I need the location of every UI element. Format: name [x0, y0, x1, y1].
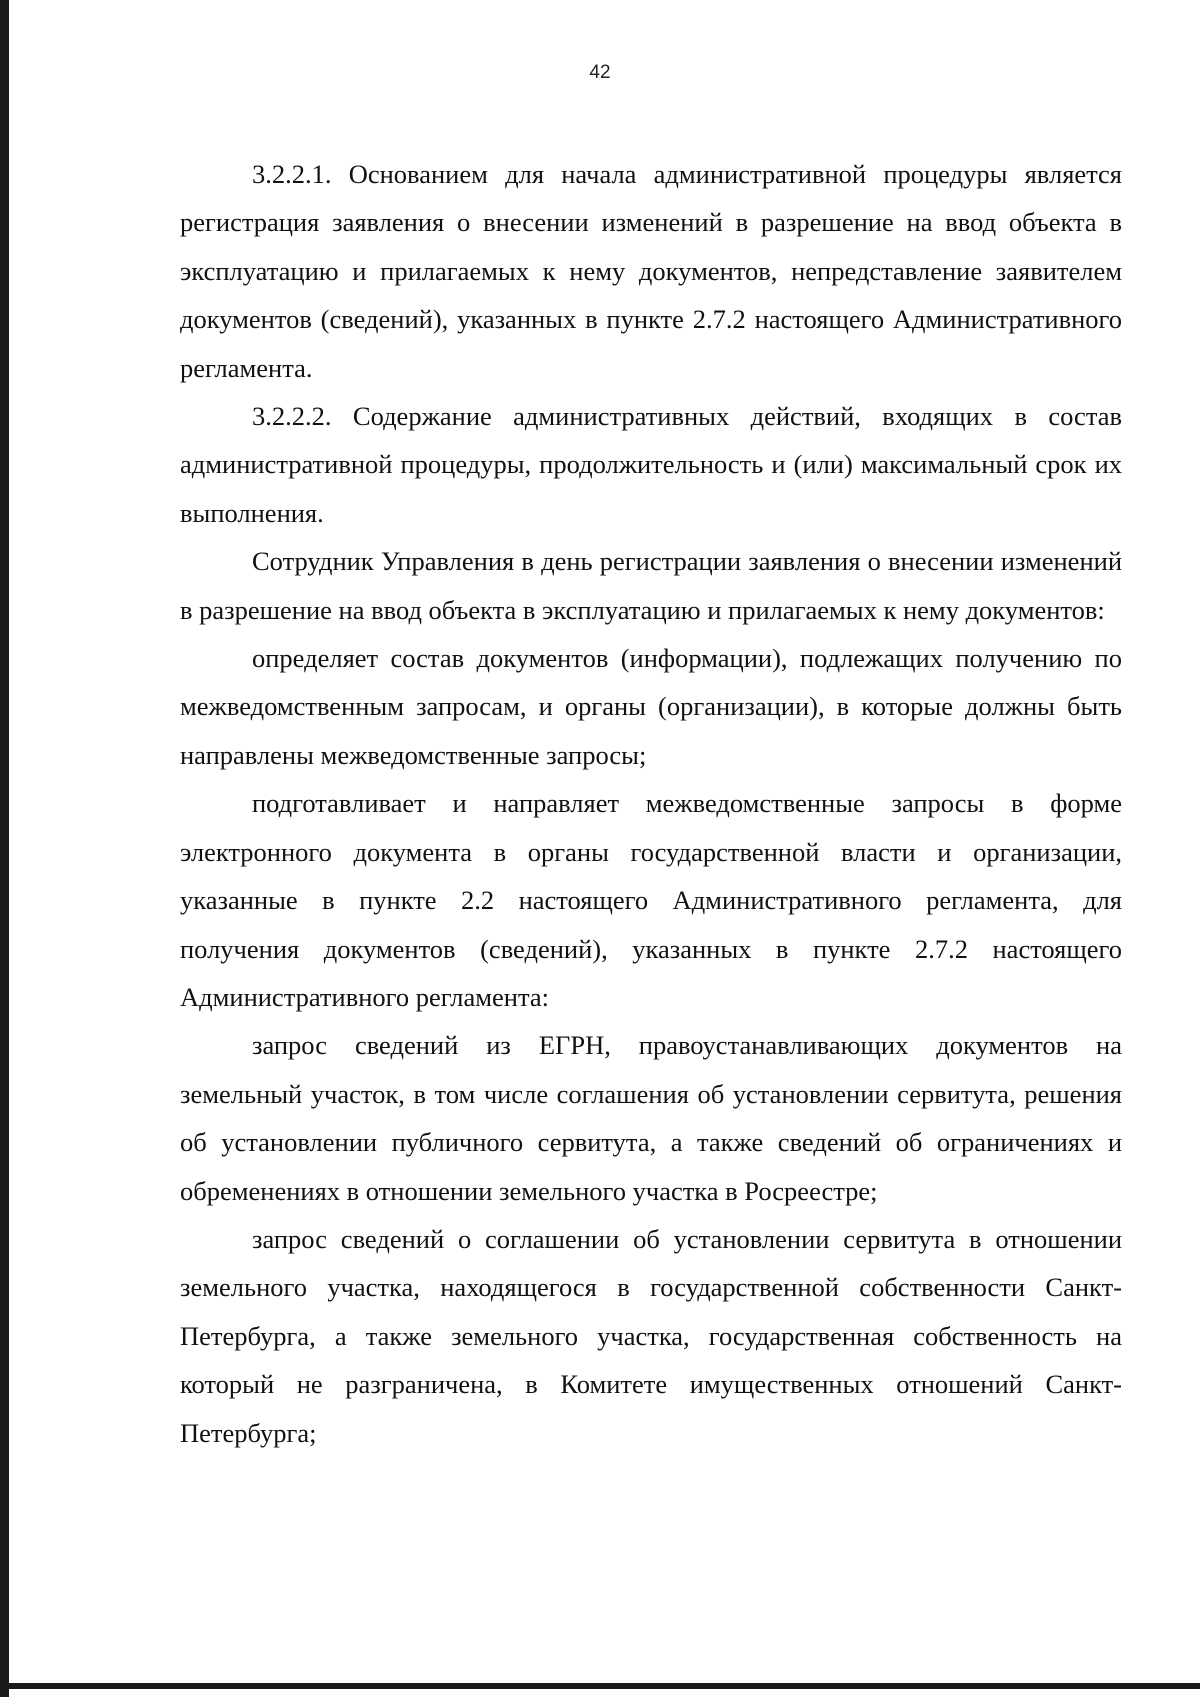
scan-left-edge	[0, 0, 9, 1697]
paragraph-determine-documents: определяет состав документов (информации), подлежащих получению по межведомственным запросам, и органы (организации), в которые должны быть направлены межведомственные запросы;	[180, 643, 1122, 770]
paragraph-3-2-2-2: 3.2.2.2. Содержание административных действий, входящих в состав административной процедуры, продолжительность и (или) максимальный срок их выполнения.	[180, 401, 1122, 528]
paragraph-servitude-request: запрос сведений о соглашении об установлении сервитута в отношении земельного участка, находящегося в государственной собственности Санкт-Петербурга, а также земельного участка, государственная собственность на который не разграничена, в Комитете имущественных отношений Санкт-Петербурга;	[180, 1223, 1122, 1448]
paragraph-employee-actions: Сотрудник Управления в день регистрации заявления о внесении изменений в разрешение на ввод объекта в эксплуатацию и прилагаемых к нему документов:	[180, 546, 1122, 625]
paragraph-3-2-2-1: 3.2.2.1. Основанием для начала административной процедуры является регистрация заявления о внесении изменений в разрешение на ввод объекта в эксплуатацию и прилагаемых к нему документов, непредставление заявителем документов (сведений), указанных в пункте 2.7.2 настоящего Административного регламента.	[180, 159, 1122, 383]
page-number: 42	[589, 62, 611, 83]
paragraph-prepare-requests: подготавливает и направляет межведомственные запросы в форме электронного документа в органы государственной власти и организации, указанные в пункте 2.2 настоящего Административного регламента, для получения документов (сведений), указанных в пункте 2.7.2 настоящего Административного регламента:	[180, 788, 1122, 1012]
paragraph-egrn-request: запрос сведений из ЕГРН, правоустанавливающих документов на земельный участок, в том числе соглашения об установлении сервитута, решения об установлении публичного сервитута, а также сведений об ограничениях и обременениях в отношении земельного участка в Росреестре;	[180, 1030, 1122, 1206]
document-body	[180, 150, 1122, 1457]
scan-bottom-edge	[0, 1683, 1200, 1689]
